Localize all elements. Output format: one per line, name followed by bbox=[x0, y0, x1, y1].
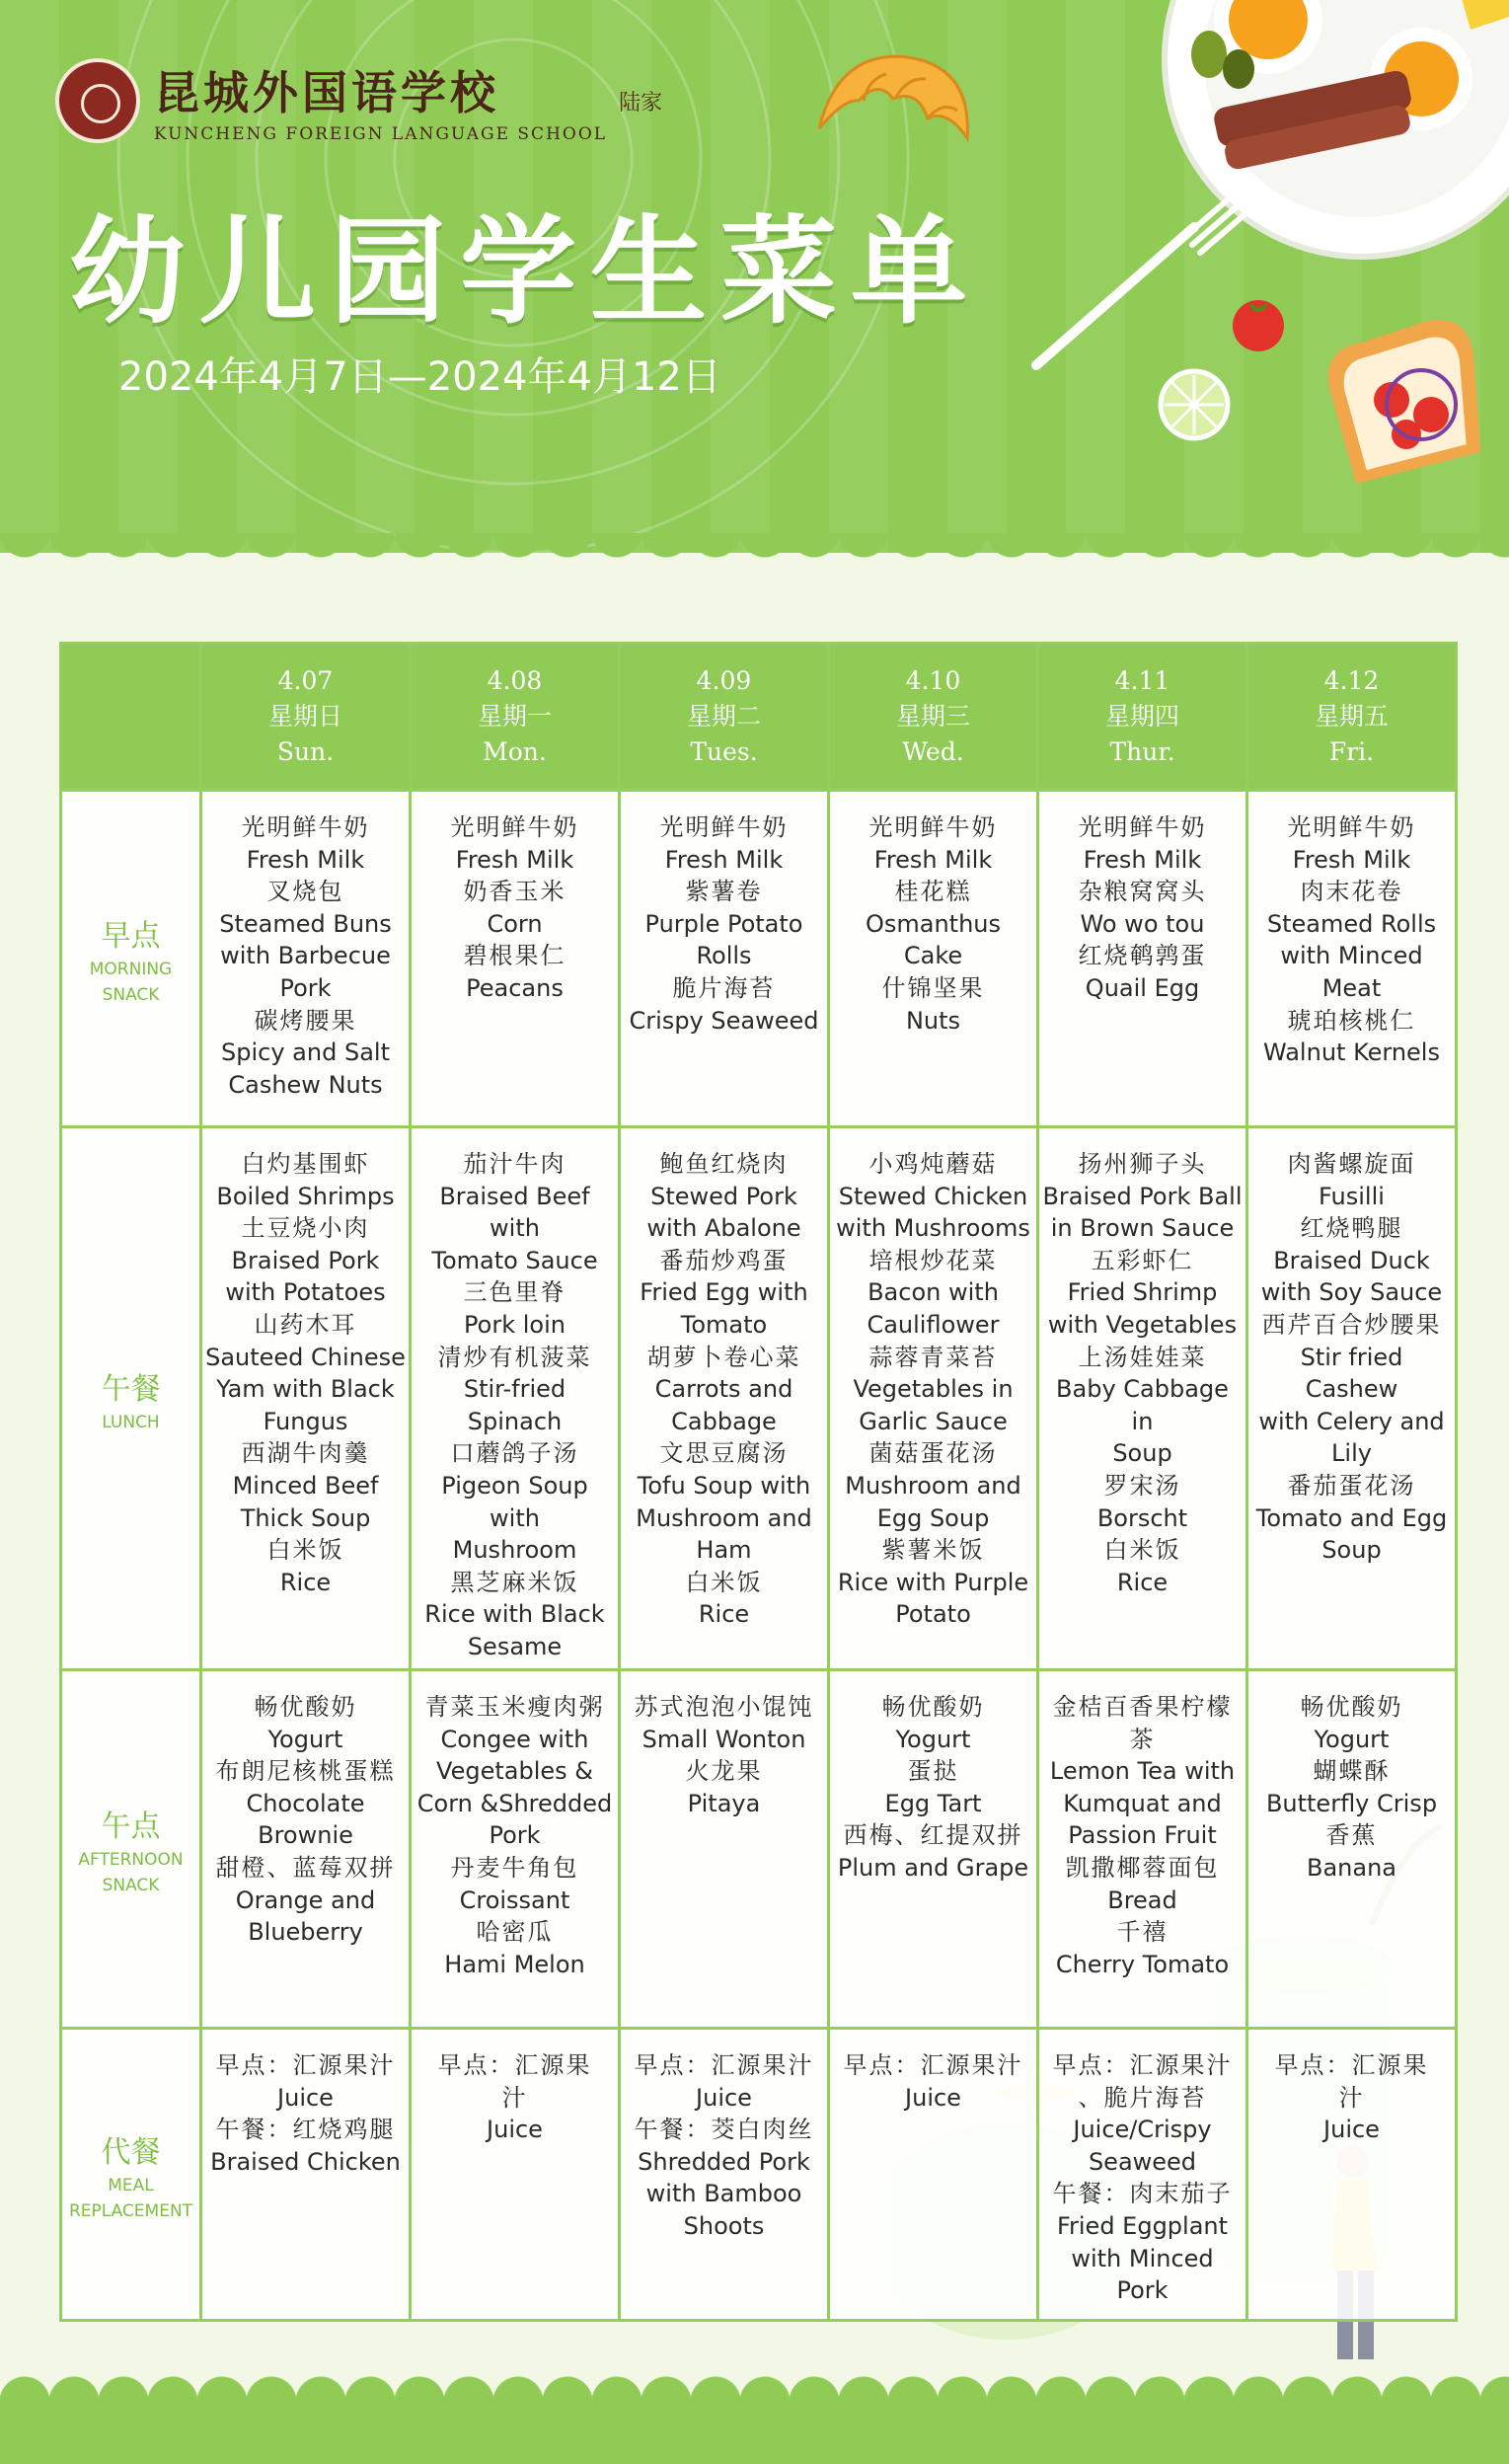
menu-item-line: 凯撒椰蓉面包 bbox=[1065, 1853, 1220, 1882]
school-emblem-icon bbox=[55, 58, 140, 143]
menu-item-line: 光明鲜牛奶 bbox=[241, 813, 370, 841]
menu-item-line: Soup bbox=[1112, 1439, 1172, 1468]
menu-item-line: Orange and bbox=[235, 1886, 376, 1914]
menu-item-line: Sesame bbox=[467, 1632, 563, 1660]
menu-item-line: Fresh Milk bbox=[246, 845, 365, 874]
menu-item-line: 光明鲜牛奶 bbox=[450, 813, 579, 841]
menu-item-line: 西湖牛肉羹 bbox=[241, 1439, 370, 1468]
menu-item-line: 汁 bbox=[1338, 2083, 1365, 2112]
menu-item-line: 畅优酸奶 bbox=[254, 1693, 357, 1721]
menu-cell bbox=[201, 2029, 411, 2321]
menu-item-line: Borscht bbox=[1096, 1503, 1188, 1532]
day-header: 4.07 星期日 Sun. bbox=[201, 644, 411, 791]
menu-item-line: 扬州狮子头 bbox=[1078, 1150, 1207, 1178]
menu-item-line: Passion Fruit bbox=[1068, 1821, 1217, 1850]
menu-item-line: 番茄蛋花汤 bbox=[1287, 1471, 1416, 1500]
menu-item-line: Rice with Black bbox=[424, 1600, 605, 1629]
menu-item-line: Yam with Black bbox=[216, 1375, 395, 1404]
menu-item-line: 早点：汇源果汁 bbox=[843, 2051, 1023, 2079]
menu-item-line: with Soy Sauce bbox=[1260, 1278, 1443, 1307]
menu-item-line: Fried Egg with bbox=[640, 1278, 808, 1307]
menu-item-line: Cashew Nuts bbox=[228, 1070, 383, 1099]
menu-item-line: 白米饭 bbox=[1103, 1536, 1181, 1565]
menu-cell bbox=[1247, 2029, 1457, 2321]
menu-item-line: Braised Pork bbox=[231, 1246, 380, 1274]
menu-item-line: Butterfly Crisp bbox=[1265, 1789, 1438, 1817]
menu-item-line: Shoots bbox=[683, 2211, 765, 2240]
menu-item-line: Fresh Milk bbox=[1292, 845, 1411, 874]
menu-item-line: Juice bbox=[1323, 2116, 1380, 2144]
menu-item-line: 茶 bbox=[1129, 1725, 1156, 1753]
menu-item-line: Spicy and Salt bbox=[221, 1039, 390, 1067]
menu-item-line: 茄汁牛肉 bbox=[463, 1150, 566, 1178]
menu-item-line: Tomato bbox=[680, 1310, 768, 1339]
menu-item-line: 西梅、红提双拼 bbox=[843, 1821, 1023, 1850]
lime-slice-icon bbox=[1155, 365, 1234, 444]
menu-item-line: Thick Soup bbox=[240, 1503, 371, 1532]
menu-item-line: Shredded Pork bbox=[638, 2147, 810, 2176]
menu-item-line: Brownie bbox=[258, 1821, 353, 1850]
menu-item-line: 哈密瓜 bbox=[476, 1918, 554, 1947]
menu-item-line: with Minced bbox=[1071, 2244, 1214, 2272]
menu-item-line: 畅优酸奶 bbox=[1300, 1693, 1403, 1721]
date-range: 2024年4月7日—2024年4月12日 bbox=[118, 354, 721, 400]
menu-item-line: 黑芝麻米饭 bbox=[450, 1568, 579, 1596]
menu-item-line: 胡萝卜卷心菜 bbox=[646, 1343, 801, 1371]
menu-cell bbox=[201, 1127, 411, 1670]
menu-item-line: 培根炒花菜 bbox=[868, 1246, 998, 1274]
menu-cell bbox=[1038, 2029, 1247, 2321]
menu-item-line: 白米饭 bbox=[685, 1568, 763, 1596]
row-label-meal-replacement: 代餐 MEAL REPLACEMENT bbox=[61, 2029, 201, 2321]
menu-cell bbox=[829, 791, 1038, 1127]
menu-item-line: 苏式泡泡小馄饨 bbox=[634, 1693, 814, 1721]
menu-item-line: Carrots and bbox=[654, 1375, 793, 1404]
menu-item-line: 口蘑鸽子汤 bbox=[450, 1439, 579, 1468]
menu-item-line: Juice/Crispy bbox=[1073, 2116, 1212, 2144]
menu-cell bbox=[411, 1670, 620, 2029]
menu-item-line: Egg Soup bbox=[876, 1503, 990, 1532]
menu-item-line: Yogurt bbox=[267, 1725, 343, 1753]
menu-item-line: Mushroom and bbox=[636, 1503, 812, 1532]
menu-item-line: Fresh Milk bbox=[1083, 845, 1202, 874]
menu-item-line: Braised Duck bbox=[1273, 1246, 1430, 1274]
menu-item-line: Potato bbox=[895, 1600, 971, 1629]
menu-item-line: Steamed Rolls bbox=[1266, 909, 1437, 938]
menu-item-line: Juice bbox=[905, 2083, 961, 2112]
menu-cell bbox=[1247, 1127, 1457, 1670]
school-name-en: KUNCHENG FOREIGN LANGUAGE SCHOOL bbox=[154, 124, 608, 144]
day-header-row bbox=[61, 644, 1457, 791]
menu-item-line: 红烧鸭腿 bbox=[1300, 1214, 1403, 1243]
footer-scallop-edge bbox=[0, 2401, 1509, 2464]
menu-cell bbox=[620, 2029, 829, 2321]
menu-item-line: Pork bbox=[1116, 2276, 1169, 2305]
menu-item-line: 午餐：茭白肉丝 bbox=[634, 2116, 814, 2144]
menu-item-line: Boiled Shrimps bbox=[216, 1182, 395, 1210]
tomato-icon bbox=[1224, 286, 1293, 355]
menu-item-line: Wo wo tou bbox=[1080, 909, 1205, 938]
menu-item-line: Baby Cabbage in bbox=[1056, 1375, 1229, 1435]
menu-item-line: 香蕉 bbox=[1325, 1821, 1378, 1850]
menu-item-line: Tomato and Egg bbox=[1255, 1503, 1448, 1532]
menu-item-line: with Bamboo bbox=[645, 2180, 802, 2208]
menu-item-line: Crispy Seaweed bbox=[629, 1006, 819, 1035]
menu-item-line: 山药木耳 bbox=[254, 1310, 357, 1339]
menu-item-line: Cauliflower bbox=[867, 1310, 1000, 1339]
menu-item-line: Pork bbox=[489, 1821, 541, 1850]
menu-item-line: Minced Beef bbox=[232, 1471, 379, 1500]
meal-row-afternoon-snack bbox=[61, 1670, 1457, 2029]
signature-seal: 陆家 bbox=[619, 90, 663, 116]
menu-item-line: 罗宋汤 bbox=[1103, 1471, 1181, 1500]
menu-item-line: Pitaya bbox=[687, 1789, 761, 1817]
menu-cell bbox=[829, 1127, 1038, 1670]
menu-item-line: 叉烧包 bbox=[266, 878, 344, 906]
menu-item-line: Stir fried Cashew bbox=[1300, 1343, 1403, 1404]
menu-cell bbox=[201, 791, 411, 1127]
menu-item-line: Soup bbox=[1321, 1536, 1382, 1565]
menu-item-line: Stir-fried Spinach bbox=[463, 1375, 566, 1435]
menu-item-line: Blueberry bbox=[248, 1918, 363, 1947]
menu-item-line: 、脆片海苔 bbox=[1078, 2083, 1207, 2112]
day-header: 4.10 星期三 Wed. bbox=[829, 644, 1038, 791]
menu-item-line: 上汤娃娃菜 bbox=[1078, 1343, 1207, 1371]
menu-item-line: Plum and Grape bbox=[837, 1853, 1029, 1882]
menu-item-line: Meat bbox=[1321, 973, 1382, 1002]
school-name-cn: 昆城外国语学校 bbox=[154, 66, 499, 119]
menu-item-line: 菌菇蛋花汤 bbox=[868, 1439, 998, 1468]
menu-item-line: Seaweed bbox=[1088, 2147, 1197, 2176]
menu-cell bbox=[1038, 1127, 1247, 1670]
menu-item-line: 杂粮窝窝头 bbox=[1078, 878, 1207, 906]
meal-row-meal-replacement bbox=[61, 2029, 1457, 2321]
menu-item-line: 紫薯米饭 bbox=[881, 1536, 985, 1565]
menu-item-line: 番茄炒鸡蛋 bbox=[659, 1246, 789, 1274]
toast-icon bbox=[1313, 316, 1500, 484]
menu-item-line: 西芹百合炒腰果 bbox=[1261, 1310, 1442, 1339]
menu-item-line: 三色里脊 bbox=[463, 1278, 566, 1307]
menu-item-line: Small Wonton bbox=[641, 1725, 806, 1753]
menu-item-line: 肉酱螺旋面 bbox=[1287, 1150, 1416, 1178]
menu-item-line: 小鸡炖蘑菇 bbox=[868, 1150, 998, 1178]
menu-item-line: 午餐：肉末茄子 bbox=[1052, 2180, 1233, 2208]
menu-item-line: 蒜蓉青菜苔 bbox=[868, 1343, 998, 1371]
menu-item-line: Juice bbox=[696, 2083, 752, 2112]
menu-item-line: Lemon Tea with bbox=[1049, 1757, 1236, 1786]
menu-cell bbox=[1247, 1670, 1457, 2029]
menu-item-line: Stewed Chicken bbox=[838, 1182, 1028, 1210]
menu-cell bbox=[1247, 791, 1457, 1127]
menu-cell bbox=[411, 791, 620, 1127]
menu-item-line: Fresh Milk bbox=[873, 845, 993, 874]
menu-item-line: Tomato Sauce bbox=[431, 1246, 598, 1274]
meal-row-lunch bbox=[61, 1127, 1457, 1670]
menu-item-line: 鲍鱼红烧肉 bbox=[659, 1150, 789, 1178]
header-scallop-edge bbox=[0, 533, 1509, 582]
menu-item-line: 五彩虾仁 bbox=[1091, 1246, 1194, 1274]
day-header: 4.08 星期一 Mon. bbox=[411, 644, 620, 791]
menu-item-line: with Barbecue bbox=[220, 942, 391, 970]
menu-item-line: Garlic Sauce bbox=[859, 1407, 1008, 1435]
menu-item-line: 红烧鹌鹑蛋 bbox=[1078, 942, 1207, 970]
menu-cell bbox=[411, 2029, 620, 2321]
menu-item-line: Braised Pork Ball bbox=[1042, 1182, 1243, 1210]
menu-cell bbox=[1038, 1670, 1247, 2029]
menu-item-line: Corn &Shredded bbox=[416, 1789, 613, 1817]
menu-item-line: Walnut Kernels bbox=[1263, 1039, 1440, 1067]
menu-item-line: Juice bbox=[277, 2083, 334, 2112]
menu-item-line: in Brown Sauce bbox=[1050, 1214, 1235, 1243]
menu-item-line: 肉末花卷 bbox=[1300, 878, 1403, 906]
menu-item-line: 午餐：红烧鸡腿 bbox=[215, 2116, 396, 2144]
menu-item-line: 清炒有机菠菜 bbox=[437, 1343, 592, 1371]
menu-item-line: 早点：汇源果 bbox=[437, 2051, 592, 2079]
menu-item-line: 碧根果仁 bbox=[463, 942, 566, 970]
menu-cell bbox=[620, 1670, 829, 2029]
menu-item-line: Fried Shrimp bbox=[1067, 1278, 1218, 1307]
menu-item-line: 脆片海苔 bbox=[672, 973, 776, 1002]
menu-item-line: 琥珀核桃仁 bbox=[1287, 1006, 1416, 1035]
menu-item-line: Rice bbox=[279, 1568, 332, 1596]
menu-item-line: 光明鲜牛奶 bbox=[1287, 813, 1416, 841]
menu-item-line: Nuts bbox=[905, 1006, 961, 1035]
menu-item-line: Bread bbox=[1107, 1886, 1177, 1914]
day-header: 4.12 星期五 Fri. bbox=[1247, 644, 1457, 791]
menu-cell bbox=[411, 1127, 620, 1670]
menu-item-line: with Minced bbox=[1280, 942, 1423, 970]
menu-item-line: 早点：汇源果汁 bbox=[215, 2051, 396, 2079]
menu-item-line: Corn bbox=[487, 909, 543, 938]
day-header: 4.11 星期四 Thur. bbox=[1038, 644, 1247, 791]
menu-item-line: 布朗尼核桃蛋糕 bbox=[215, 1757, 396, 1786]
menu-item-line: Mushroom bbox=[452, 1536, 577, 1565]
menu-item-line: Banana bbox=[1306, 1853, 1396, 1882]
menu-item-line: 早点：汇源果汁 bbox=[634, 2051, 814, 2079]
school-logo bbox=[55, 57, 662, 144]
menu-item-line: Croissant bbox=[459, 1886, 570, 1914]
menu-item-line: 桂花糕 bbox=[894, 878, 972, 906]
menu-item-line: 畅优酸奶 bbox=[881, 1693, 985, 1721]
menu-item-line: 火龙果 bbox=[685, 1757, 763, 1786]
menu-item-line: Braised Beef with bbox=[439, 1182, 590, 1243]
menu-item-line: Cherry Tomato bbox=[1055, 1950, 1230, 1978]
menu-item-line: Yogurt bbox=[1314, 1725, 1390, 1753]
row-label-lunch: 午餐 LUNCH bbox=[61, 1127, 201, 1670]
menu-cell bbox=[829, 1670, 1038, 2029]
menu-item-line: Purple Potato bbox=[644, 909, 803, 938]
menu-item-line: 白灼基围虾 bbox=[241, 1150, 370, 1178]
menu-item-line: 紫薯卷 bbox=[685, 878, 763, 906]
menu-item-line: Pork loin bbox=[464, 1310, 566, 1339]
menu-item-line: 白米饭 bbox=[266, 1536, 344, 1565]
menu-item-line: 汁 bbox=[501, 2083, 528, 2112]
menu-item-line: Fried Eggplant bbox=[1056, 2211, 1229, 2240]
menu-item-line: 土豆烧小肉 bbox=[241, 1214, 370, 1243]
menu-item-line: with Celery and bbox=[1258, 1407, 1445, 1435]
menu-cell bbox=[829, 2029, 1038, 2321]
menu-item-line: Tofu Soup with bbox=[637, 1471, 811, 1500]
menu-item-line: with Mushrooms bbox=[836, 1214, 1030, 1243]
menu-item-line: 早点：汇源果汁 bbox=[1052, 2051, 1233, 2079]
menu-item-line: Ham bbox=[696, 1536, 752, 1565]
menu-item-line: Braised Chicken bbox=[210, 2147, 401, 2176]
menu-item-line: Pigeon Soup with bbox=[441, 1471, 588, 1532]
day-header: 4.09 星期二 Tues. bbox=[620, 644, 829, 791]
menu-item-line: 千禧 bbox=[1116, 1918, 1169, 1947]
menu-item-line: 早点：汇源果 bbox=[1274, 2051, 1429, 2079]
menu-item-line: Bacon with bbox=[868, 1278, 999, 1307]
menu-item-line: Yogurt bbox=[895, 1725, 971, 1753]
row-label-afternoon-snack: 午点 AFTERNOON SNACK bbox=[61, 1670, 201, 2029]
menu-item-line: with Abalone bbox=[646, 1214, 801, 1243]
menu-item-line: 蝴蝶酥 bbox=[1313, 1757, 1391, 1786]
menu-item-line: Hami Melon bbox=[444, 1950, 585, 1978]
menu-item-line: 金桔百香果柠檬 bbox=[1052, 1693, 1233, 1721]
menu-item-line: Fungus bbox=[263, 1407, 348, 1435]
menu-item-line: Kumquat and bbox=[1063, 1789, 1222, 1817]
menu-item-line: 青菜玉米瘦肉粥 bbox=[424, 1693, 605, 1721]
menu-item-line: 什锦坚果 bbox=[881, 973, 985, 1002]
menu-item-line: 丹麦牛角包 bbox=[450, 1853, 579, 1882]
menu-item-line: Fresh Milk bbox=[455, 845, 574, 874]
menu-item-line: Lily bbox=[1331, 1439, 1372, 1468]
menu-item-line: Vegetables & bbox=[436, 1757, 593, 1786]
menu-cell bbox=[620, 791, 829, 1127]
menu-item-line: Stewed Pork bbox=[650, 1182, 797, 1210]
menu-item-line: Steamed Buns bbox=[219, 909, 392, 938]
row-label-morning-snack: 早点 MORNING SNACK bbox=[61, 791, 201, 1127]
menu-item-line: Peacans bbox=[466, 973, 564, 1002]
menu-cell bbox=[620, 1127, 829, 1670]
menu-item-line: 文思豆腐汤 bbox=[659, 1439, 789, 1468]
page-title: 幼儿园学生菜单 bbox=[69, 203, 982, 340]
menu-item-line: 蛋挞 bbox=[907, 1757, 959, 1786]
menu-cell bbox=[1038, 791, 1247, 1127]
menu-item-line: Quail Egg bbox=[1085, 973, 1200, 1002]
menu-item-line: 甜橙、蓝莓双拼 bbox=[215, 1853, 396, 1882]
menu-item-line: Rice bbox=[1116, 1568, 1169, 1596]
header-banner bbox=[0, 0, 1509, 553]
menu-cell bbox=[201, 1670, 411, 2029]
menu-item-line: Egg Tart bbox=[884, 1789, 982, 1817]
menu-item-line: 碳烤腰果 bbox=[254, 1006, 357, 1035]
menu-item-line: Pork bbox=[279, 973, 332, 1002]
menu-item-line: Fusilli bbox=[1319, 1182, 1385, 1210]
menu-table bbox=[59, 642, 1458, 2322]
menu-item-line: Chocolate bbox=[246, 1789, 365, 1817]
menu-item-line: with Potatoes bbox=[225, 1278, 386, 1307]
menu-item-line: 光明鲜牛奶 bbox=[659, 813, 789, 841]
meal-row-morning-snack bbox=[61, 791, 1457, 1127]
menu-item-line: Fresh Milk bbox=[664, 845, 784, 874]
menu-item-line: with Vegetables bbox=[1047, 1310, 1238, 1339]
menu-item-line: Congee with bbox=[440, 1725, 589, 1753]
menu-item-line: 奶香玉米 bbox=[463, 878, 566, 906]
menu-item-line: Osmanthus Cake bbox=[865, 909, 1002, 970]
menu-item-line: Juice bbox=[487, 2116, 543, 2144]
menu-item-line: Sauteed Chinese bbox=[205, 1343, 406, 1371]
menu-item-line: 光明鲜牛奶 bbox=[868, 813, 998, 841]
menu-item-line: Mushroom and bbox=[845, 1471, 1021, 1500]
menu-item-line: Rice bbox=[698, 1600, 750, 1629]
menu-item-line: Rice with Purple bbox=[837, 1568, 1029, 1596]
menu-item-line: Rolls bbox=[696, 942, 752, 970]
menu-item-line: 光明鲜牛奶 bbox=[1078, 813, 1207, 841]
menu-item-line: Vegetables in bbox=[853, 1375, 1014, 1404]
menu-item-line: Cabbage bbox=[671, 1407, 777, 1435]
corner-cell bbox=[61, 644, 201, 791]
croissant-icon bbox=[809, 39, 977, 158]
